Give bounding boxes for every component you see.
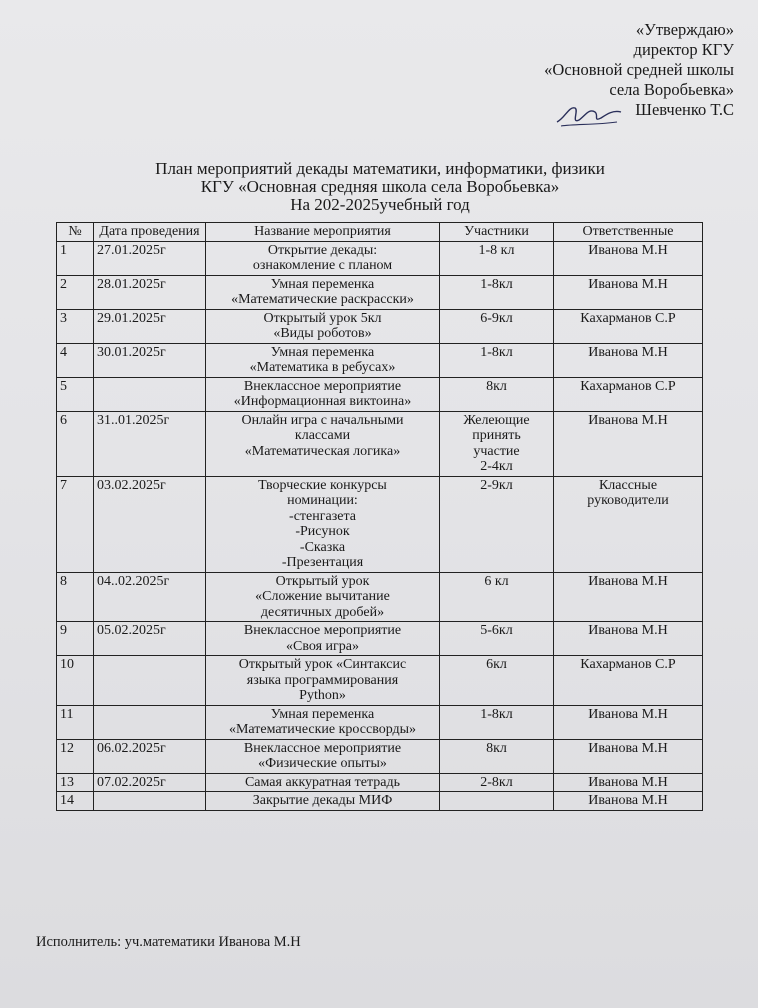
- cell-responsible-text: Кахарманов С.Р: [580, 657, 676, 672]
- table-row: [57, 656, 703, 706]
- cell-responsible-text: Иванова М.Н: [588, 242, 668, 258]
- cell-date-text: 06.02.2025г: [97, 740, 166, 756]
- cell-responsible-text: Иванова М.Н: [588, 740, 668, 756]
- cell-responsible-text: Иванова М.Н: [588, 623, 668, 638]
- cell-num-text: 9: [60, 623, 67, 638]
- cell-date: [94, 739, 206, 773]
- cell-event-name-text: Открытый урок «Сложение вычитание десятичных дробей»: [255, 573, 390, 620]
- table-row: [57, 343, 703, 377]
- cell-responsible-text: Иванова М.Н: [588, 344, 668, 360]
- cell-num-text: 4: [60, 344, 67, 360]
- cell-num: [57, 343, 94, 377]
- cell-event-name-text: Умная переменка «Математические кроссворды»: [228, 706, 417, 737]
- cell-date-text: 29.01.2025г: [97, 310, 166, 326]
- cell-responsible-text: Кахарманов С.Р: [580, 310, 676, 326]
- cell-event-name: [206, 411, 440, 476]
- approval-line: «Утверждаю»: [635, 20, 734, 39]
- cell-num-text: 5: [60, 378, 67, 394]
- cell-num: [57, 622, 94, 656]
- cell-participants: [440, 705, 554, 739]
- header-participants: Участники: [440, 223, 554, 242]
- cell-responsible: [554, 739, 703, 773]
- cell-event-name-text: Внеклассное мероприятие «Информационная виктоина»: [233, 378, 412, 409]
- cell-responsible: [554, 343, 703, 377]
- table-header-row: [57, 223, 703, 242]
- cell-responsible: [554, 705, 703, 739]
- cell-participants-text: 1-8кл: [480, 706, 513, 722]
- cell-num: [57, 309, 94, 343]
- cell-date-text: 31..01.2025г: [97, 412, 170, 428]
- cell-date-text: 07.02.2025г: [97, 774, 166, 790]
- approval-line: Шевченко Т.С: [635, 100, 734, 119]
- cell-num: [57, 275, 94, 309]
- table-row: [57, 476, 703, 572]
- cell-event-name: [206, 739, 440, 773]
- cell-date: [94, 705, 206, 739]
- cell-date: [94, 343, 206, 377]
- cell-event-name: [206, 622, 440, 656]
- cell-event-name-text: Открытый урок «Синтаксис языка программирования Python»: [238, 657, 407, 703]
- cell-participants: [440, 792, 554, 811]
- cell-date: [94, 275, 206, 309]
- cell-event-name-text: Умная переменка «Математика в ребусах»: [249, 344, 396, 375]
- cell-event-name: [206, 792, 440, 811]
- cell-num-text: 10: [60, 657, 74, 672]
- cell-event-name-text: Самая аккуратная тетрадь: [244, 774, 401, 790]
- table-row: [57, 309, 703, 343]
- cell-num-text: 11: [60, 706, 74, 722]
- cell-participants: [440, 476, 554, 572]
- cell-num: [57, 773, 94, 792]
- cell-date-text: 30.01.2025г: [97, 344, 166, 360]
- cell-responsible: [554, 773, 703, 792]
- cell-responsible-text: Иванова М.Н: [588, 774, 668, 790]
- cell-event-name: [206, 773, 440, 792]
- cell-participants-text: 1-8 кл: [478, 242, 515, 258]
- cell-event-name-text: Умная переменка «Математические раскрасски»: [231, 276, 414, 307]
- cell-event-name: [206, 343, 440, 377]
- cell-num-text: 8: [60, 573, 67, 589]
- cell-num-text: 7: [60, 477, 67, 493]
- table-row: [57, 622, 703, 656]
- cell-event-name: [206, 572, 440, 622]
- cell-participants-text: 2-8кл: [480, 774, 513, 790]
- header-responsible: Ответственные: [554, 223, 703, 242]
- cell-event-name: [206, 476, 440, 572]
- cell-num: [57, 241, 94, 275]
- title-line-3: На 202-2025учебный год: [290, 195, 470, 214]
- cell-event-name-text: Творческие конкурсы номинации: -стенгазета -Рисунок -Сказка -Презентация: [258, 477, 387, 570]
- cell-date-text: 05.02.2025г: [97, 623, 166, 638]
- cell-responsible-text: Иванова М.Н: [588, 412, 668, 428]
- cell-event-name: [206, 275, 440, 309]
- cell-num-text: 13: [60, 774, 74, 790]
- cell-event-name: [206, 241, 440, 275]
- cell-date: [94, 309, 206, 343]
- cell-responsible-text: Иванова М.Н: [588, 793, 668, 808]
- cell-responsible: [554, 476, 703, 572]
- approval-line: директор КГУ: [633, 40, 734, 59]
- cell-num: [57, 792, 94, 811]
- cell-date-text: 28.01.2025г: [97, 276, 166, 292]
- cell-responsible: [554, 377, 703, 411]
- cell-date-text: 03.02.2025г: [97, 477, 166, 493]
- table-row: [57, 773, 703, 792]
- cell-event-name-text: Онлайн игра с начальными классами «Математическая логика»: [241, 412, 404, 459]
- cell-date-text: 27.01.2025г: [97, 242, 166, 258]
- cell-participants-text: 8кл: [486, 378, 507, 394]
- table-row: [57, 411, 703, 476]
- cell-num: [57, 656, 94, 706]
- cell-responsible-text: Иванова М.Н: [588, 276, 668, 292]
- cell-participants: [440, 656, 554, 706]
- cell-date: [94, 572, 206, 622]
- cell-date: [94, 411, 206, 476]
- cell-responsible-text: Кахарманов С.Р: [580, 378, 676, 394]
- cell-participants: [440, 275, 554, 309]
- cell-date: [94, 241, 206, 275]
- cell-num: [57, 377, 94, 411]
- cell-participants: [440, 773, 554, 792]
- cell-participants-text: 5-6кл: [480, 623, 513, 638]
- cell-participants-text: 1-8кл: [480, 344, 513, 360]
- cell-date: [94, 377, 206, 411]
- cell-event-name-text: Закрытие декады МИФ: [252, 793, 393, 808]
- header-date: Дата проведения: [94, 223, 206, 242]
- cell-participants-text: 1-8кл: [480, 276, 513, 292]
- cell-participants: [440, 309, 554, 343]
- table-row: [57, 705, 703, 739]
- table-row: [57, 739, 703, 773]
- cell-date-text: 04..02.2025г: [97, 573, 170, 589]
- cell-responsible: [554, 572, 703, 622]
- cell-num-text: 14: [60, 793, 74, 808]
- cell-participants-text: 6-9кл: [480, 310, 513, 326]
- cell-num-text: 6: [60, 412, 67, 428]
- cell-num: [57, 476, 94, 572]
- cell-responsible-text: Иванова М.Н: [588, 706, 668, 722]
- cell-date: [94, 656, 206, 706]
- cell-participants-text: 6 кл: [484, 573, 509, 589]
- table-row: [57, 241, 703, 275]
- cell-event-name-text: Внеклассное мероприятие «Физические опыты»: [243, 740, 402, 771]
- cell-participants: [440, 411, 554, 476]
- cell-date: [94, 622, 206, 656]
- title-line-1: План мероприятий декады математики, информатики, физики: [155, 159, 605, 178]
- cell-date: [94, 792, 206, 811]
- approval-line: села Воробьевка»: [609, 80, 734, 99]
- cell-num-text: 2: [60, 276, 67, 292]
- cell-num: [57, 411, 94, 476]
- document-title: [60, 160, 700, 214]
- cell-num: [57, 572, 94, 622]
- cell-event-name-text: Открытый урок 5кл «Виды роботов»: [263, 310, 382, 341]
- cell-event-name-text: Открытие декады: ознакомление с планом: [252, 242, 393, 273]
- cell-event-name: [206, 705, 440, 739]
- cell-responsible: [554, 275, 703, 309]
- cell-participants-text: 6кл: [486, 657, 507, 672]
- cell-participants-text: 8кл: [486, 740, 507, 756]
- cell-num-text: 12: [60, 740, 74, 756]
- cell-num-text: 3: [60, 310, 67, 326]
- cell-responsible-text: Иванова М.Н: [588, 573, 668, 589]
- cell-participants: [440, 739, 554, 773]
- cell-participants: [440, 343, 554, 377]
- table-row: [57, 275, 703, 309]
- approval-line: «Основной средней школы: [544, 60, 734, 79]
- cell-responsible: [554, 656, 703, 706]
- cell-date: [94, 773, 206, 792]
- executor-note: Исполнитель: уч.математики Иванова М.Н: [36, 934, 301, 950]
- cell-date: [94, 476, 206, 572]
- cell-responsible-text: Классные руководители: [587, 477, 669, 508]
- cell-participants: [440, 572, 554, 622]
- cell-participants-text: 2-9кл: [480, 477, 513, 493]
- table-row: [57, 792, 703, 811]
- table-row: [57, 377, 703, 411]
- cell-responsible: [554, 622, 703, 656]
- events-table: [56, 222, 703, 811]
- cell-num-text: 1: [60, 242, 67, 258]
- cell-participants: [440, 622, 554, 656]
- table-row: [57, 572, 703, 622]
- cell-event-name: [206, 656, 440, 706]
- cell-participants-text: Желеющие принять участие 2-4кл: [463, 412, 530, 474]
- cell-event-name-text: Внеклассное мероприятие «Своя игра»: [243, 623, 402, 654]
- cell-participants: [440, 377, 554, 411]
- cell-responsible: [554, 792, 703, 811]
- cell-responsible: [554, 411, 703, 476]
- header-num: №: [57, 223, 94, 242]
- cell-responsible: [554, 241, 703, 275]
- title-line-2: КГУ «Основная средняя школа села Воробьевка»: [200, 177, 560, 196]
- cell-num: [57, 705, 94, 739]
- cell-num: [57, 739, 94, 773]
- signature-icon: [555, 100, 625, 130]
- cell-participants: [440, 241, 554, 275]
- cell-event-name: [206, 377, 440, 411]
- header-name: Название мероприятия: [206, 223, 440, 242]
- cell-event-name: [206, 309, 440, 343]
- cell-responsible: [554, 309, 703, 343]
